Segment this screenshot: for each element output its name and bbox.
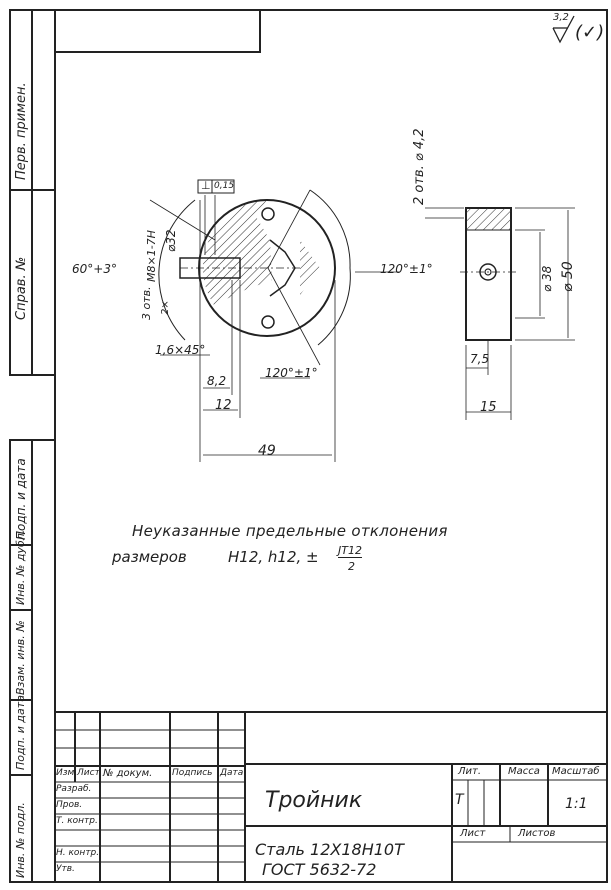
- tb-material-2: ГОСТ 5632-72: [262, 860, 377, 879]
- note-line2-b: H12, h12, ±: [228, 548, 319, 566]
- tb-part-name: Тройник: [265, 788, 363, 813]
- label-inv-dubl: Инв. № дубл.: [14, 529, 27, 605]
- tb-hdr-list: Лист: [77, 768, 100, 778]
- tb-list: Лист: [460, 828, 486, 839]
- dim-d50: ⌀ 50: [560, 261, 576, 292]
- tb-prov: Пров.: [56, 800, 83, 810]
- roughness-value: 3,2: [553, 12, 569, 23]
- tb-masshtab: Масштаб: [552, 766, 600, 777]
- label-inv-podl: Инв. № подл.: [14, 802, 27, 878]
- label-perv-primen: Перв. примен.: [14, 82, 29, 180]
- dim-holes: 3 отв.: [140, 286, 153, 320]
- note-line2-a: размеров: [112, 548, 187, 566]
- dim-angle120-right: 120°±1°: [380, 262, 433, 276]
- dim-15: 15: [480, 400, 497, 415]
- tb-lit-value: Т: [455, 792, 464, 808]
- dim-12: 12: [215, 398, 232, 413]
- tb-lit: Лит.: [458, 766, 482, 777]
- perp-value: 0,15: [214, 181, 235, 191]
- tb-nkontr: Н. контр.: [56, 848, 100, 858]
- tb-tkontr: Т. контр.: [56, 816, 98, 826]
- tb-razrab: Разраб.: [56, 784, 92, 794]
- dim-angle60: 60°+3°: [72, 262, 117, 276]
- label-sprav-no: Справ. №: [14, 256, 29, 320]
- dim-d38: ⌀ 38: [540, 265, 554, 292]
- tb-massa: Масса: [508, 766, 540, 777]
- tb-utv: Утв.: [56, 864, 75, 874]
- note-frac-bot: 2: [348, 560, 355, 573]
- note-line1: Неуказанные предельные отклонения: [132, 522, 448, 540]
- roughness-note: (✓): [575, 22, 605, 43]
- dim-chamfer-small: 2×: [160, 300, 171, 315]
- note-frac-top: JT12: [338, 544, 362, 557]
- dim-8-2: 8,2: [207, 374, 227, 388]
- dim-chamfer: 1,6×45°: [155, 343, 206, 357]
- tb-material-1: Сталь 12Х18Н10Т: [255, 840, 404, 859]
- dim-d32: ⌀32: [164, 229, 178, 252]
- tb-listov: Листов: [518, 828, 556, 839]
- perp-symbol: ⊥: [201, 179, 211, 192]
- label-podp-data-2: Подп. и дата: [14, 695, 27, 770]
- side-view: [425, 208, 575, 420]
- tb-hdr-data: Дата: [220, 768, 244, 778]
- tb-hdr-dokum: № докум.: [103, 768, 153, 779]
- tb-scale-value: 1:1: [565, 796, 588, 812]
- label-podp-data-1: Подп. и дата: [14, 458, 28, 540]
- label-vzam-inv: Взам. инв. №: [14, 620, 27, 695]
- tb-hdr-izm: Изм.: [56, 768, 78, 778]
- dim-holes2: 2 отв. ⌀ 4,2: [412, 128, 427, 205]
- tb-hdr-podpis: Подпись: [172, 768, 213, 778]
- dim-49: 49: [258, 443, 276, 459]
- front-view: [150, 180, 400, 462]
- dim-angle120-bottom: 120°±1°: [265, 366, 318, 380]
- dim-7-5: 7,5: [470, 352, 490, 366]
- dim-thread: M8×1-7H: [145, 230, 158, 282]
